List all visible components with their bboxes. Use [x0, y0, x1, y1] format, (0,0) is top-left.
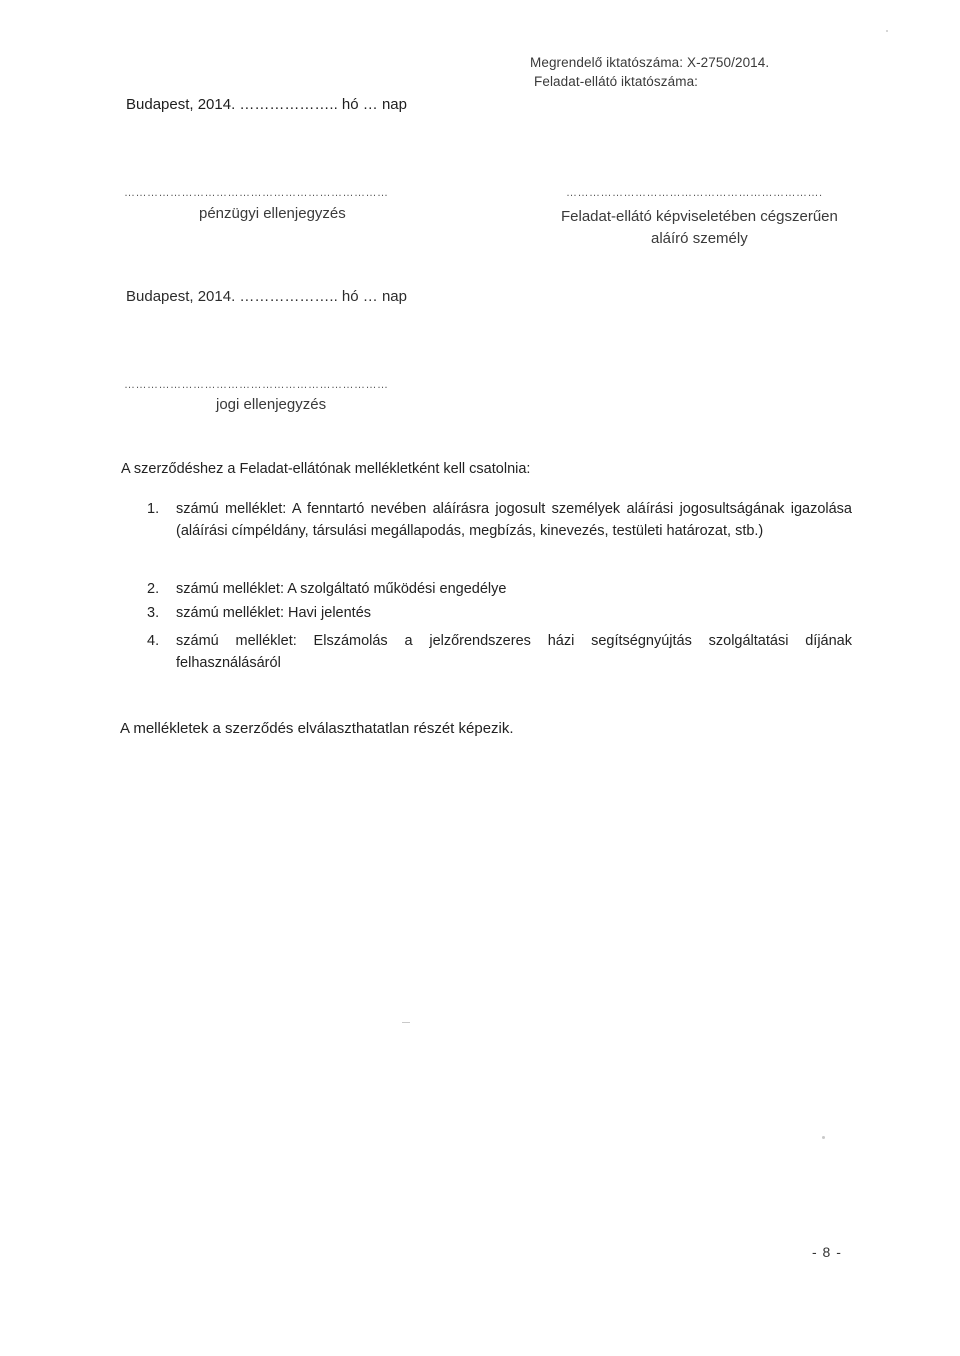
annex-text: számú melléklet: A szolgáltató működési engedélye [176, 581, 507, 597]
scan-speck [822, 1136, 825, 1139]
page-number: - 8 - [812, 1244, 842, 1260]
annex-text: számú melléklet: A fenntartó nevében aláírásra jogosult személyek aláírási jogosultságának igazolása (aláírási címpéldány, társulási megállapodás, megbízás, kinevezés, testületi határozat, stb.) [176, 501, 852, 539]
closing-sentence: A mellékletek a szerződés elválaszthatatlan részét képezik. [120, 720, 514, 737]
annex-number: 1. [147, 501, 160, 517]
first-date-line: Budapest, 2014. ……………….. hó … nap [126, 96, 407, 113]
client-registration-number: Megrendelő iktatószáma: X-2750/2014. [530, 55, 770, 70]
annex-heading: A szerződéshez a Feladat-ellátónak mellékletként kell csatolnia: [121, 461, 531, 477]
provider-signatory-caption-line2: aláíró személy [651, 230, 748, 247]
annex-item-2 [147, 578, 852, 600]
legal-signature-dots: …………………………………………………………… [124, 379, 389, 391]
scan-speck [402, 1022, 410, 1023]
annex-number: 3. [147, 605, 160, 621]
annex-text: számú melléklet: Elszámolás a jelzőrendszeres házi segítségnyújtás szolgáltatási díjának felhasználásáról [176, 633, 852, 671]
annex-item-4 [147, 630, 852, 674]
annex-text: számú melléklet: Havi jelentés [176, 605, 372, 621]
provider-signatory-caption-line1: Feladat-ellátó képviseletében cégszerűen [561, 208, 838, 225]
second-date-line: Budapest, 2014. ……………….. hó … nap [126, 288, 407, 305]
legal-countersign-caption: jogi ellenjegyzés [216, 396, 327, 413]
financial-countersign-caption: pénzügyi ellenjegyzés [199, 205, 346, 222]
scan-speck [886, 30, 888, 32]
financial-signature-dots: …………………………………………………………… [124, 187, 389, 199]
annex-item-3 [147, 602, 852, 624]
annex-number: 2. [147, 581, 160, 597]
annex-item-1 [147, 498, 852, 542]
annex-number: 4. [147, 633, 160, 649]
provider-registration-number: Feladat-ellátó iktatószáma: [534, 74, 699, 89]
provider-signature-dots: …………………………………………………………. [566, 187, 823, 199]
